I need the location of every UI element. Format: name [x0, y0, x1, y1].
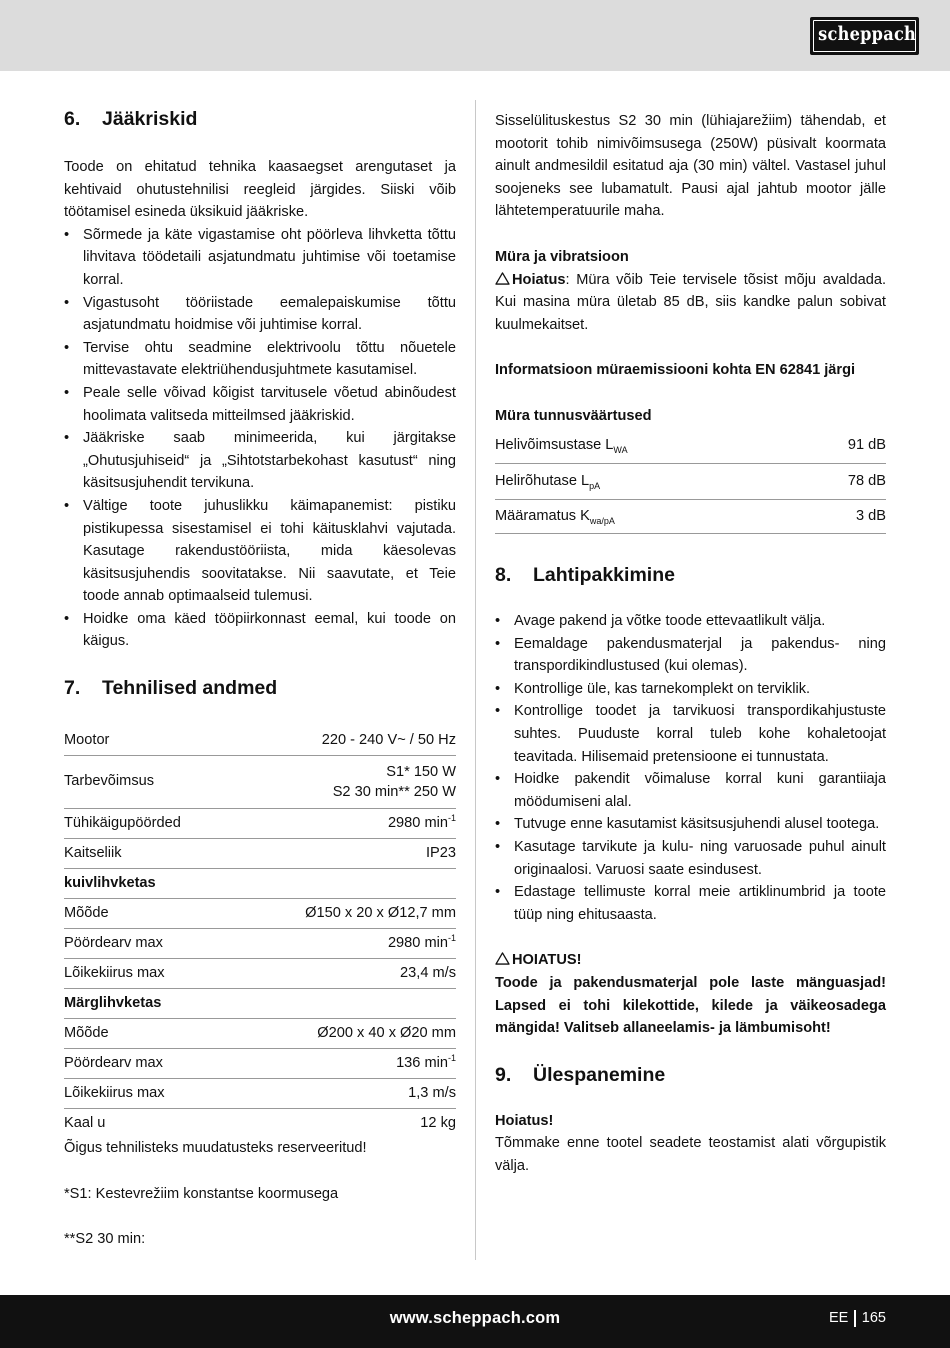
list-item: • Hoidke pakendit võimaluse korral kuni garantiiaja möödumiseni alal. — [495, 768, 886, 813]
row-value-exponent: -1 — [447, 1052, 456, 1063]
footer-separator — [854, 1310, 856, 1327]
noise-heading: Müra ja vibratsioon — [495, 248, 629, 265]
warning-triangle-icon — [495, 272, 510, 285]
table-row — [64, 988, 456, 1018]
list-item: • Eemaldage pakendusmaterjal ja pakendus- ning transpordikindlustused (kui olemas). — [495, 633, 886, 678]
table-row — [64, 1018, 456, 1048]
section-6-heading — [64, 106, 456, 132]
section-9-title: Ülespanemine — [533, 1063, 666, 1086]
unpacking-list — [495, 610, 886, 926]
section-6-number: 6. — [64, 108, 81, 130]
table-row — [64, 808, 456, 838]
section-7-heading — [64, 675, 456, 701]
noise-characteristics-heading: Müra tunnusväärtused — [495, 407, 652, 424]
header-band — [0, 0, 950, 71]
row-value: 136 min — [396, 1054, 448, 1071]
table-row — [64, 958, 456, 988]
noise-warning — [495, 269, 886, 337]
row-label: Lõikekiirus max — [64, 1078, 235, 1108]
footer-website-link[interactable]: www.scheppach.com — [389, 1309, 561, 1327]
table-row — [64, 755, 456, 808]
row-value-exponent: -1 — [447, 932, 456, 943]
residual-risks-list — [64, 224, 456, 653]
row-label: Tarbevõimsus — [64, 755, 235, 808]
noise-info-heading: Informatsioon müraemissiooni kohta EN 62841 järgi — [495, 362, 856, 379]
section-7-title: Tehnilised andmed — [102, 677, 278, 700]
logo-text: scheppach — [818, 23, 917, 45]
scheppach-logo — [810, 17, 919, 55]
packaging-warning-label: HOIATUS! — [512, 952, 582, 969]
table-row — [64, 1048, 456, 1078]
row-value: 1,3 m/s — [235, 1078, 456, 1108]
tech-data-table — [64, 725, 456, 1137]
warning-triangle-icon — [495, 952, 510, 965]
table-row — [64, 898, 456, 928]
noise-warning-text: : Müra võib Teie tervisele tõsist mõju avaldada. Kui masina müra ületab 85 dB, siis kandke palun sobivat kuulmekaitset. — [495, 271, 886, 333]
list-item: • Tutvuge enne kasutamist käsitsusjuhendi alusel tootega. — [495, 813, 886, 836]
table-row — [495, 428, 886, 464]
section-6-title: Jääkriskid — [102, 108, 198, 130]
tech-change-note: Õigus tehnilisteks muudatusteks reserveeritud! — [64, 1140, 367, 1157]
packaging-warning-title — [495, 949, 886, 972]
table-row — [64, 868, 456, 898]
section-9-heading — [495, 1062, 886, 1088]
row-label: Kaitseliik — [64, 838, 235, 868]
row-value-exponent: -1 — [447, 812, 456, 823]
row-value: 2980 min — [387, 934, 448, 951]
list-item: • Kontrollige toodet ja tarvikuosi transpordikahjustuste suhtes. Puuduste korral tuleb kohe kohaletoojat teavitada. Hilisemaid pretensioone ei tunnustata. — [495, 700, 886, 768]
row-value: Ø150 x 20 x Ø12,7 mm — [235, 898, 456, 928]
list-item: • Avage pakend ja võtke toode ettevaatlikult välja. — [495, 610, 886, 633]
table-subheading: Märglihvketas — [64, 988, 456, 1018]
row-label: Kaal u — [64, 1114, 106, 1131]
row-value: 220 - 240 V~ / 50 Hz — [235, 725, 456, 755]
row-label: Mõõde — [64, 1018, 235, 1048]
row-label-subscript: WA — [613, 444, 628, 455]
section-6-intro: Toode on ehitatud tehnika kaasaegset arengutaset ja kehtivaid ohutustehnilisi reegleid järgides. Siiski võib töötamisel esineda üksikuid jääkriske. — [64, 159, 456, 221]
setup-warning-title: Hoiatus! — [495, 1112, 554, 1129]
left-column — [64, 100, 456, 1251]
row-value: 78 dB — [799, 464, 886, 500]
section-8-title: Lahtipakkimine — [533, 564, 675, 587]
packaging-warning-text: Toode ja pakendusmaterjal pole laste mänguasjad! Lapsed ei tohi kilekottide, kilede ja väikeosadega mängida! Valitseb allaneelamis- ja lämbumisoht! — [495, 974, 886, 1037]
list-item: • Kontrollige üle, kas tarnekomplekt on terviklik. — [495, 678, 886, 701]
right-column — [495, 100, 886, 1178]
row-value: 12 kg — [420, 1114, 456, 1131]
footnote-s2: **S2 30 min: — [64, 1231, 146, 1248]
row-label: Mootor — [64, 725, 235, 755]
footer-page-number: 165 — [861, 1310, 886, 1326]
list-item: • Hoidke oma käed tööpiirkonnast eemal, kui toode on käigus. — [64, 608, 456, 653]
row-label: Pöördearv max — [64, 1048, 235, 1078]
section-9-number: 9. — [495, 1063, 512, 1086]
noise-table — [495, 428, 886, 535]
list-item: • Edastage tellimuste korral meie artiklinumbrid ja toote tüüp ning ehitusaasta. — [495, 881, 886, 926]
list-item: • Vigastusoht tööriistade eemalepaiskumise tõttu asjatundmatu hoidmise või juhtimise korral. — [64, 292, 456, 337]
noise-warning-label: Hoiatus — [512, 271, 566, 288]
row-label: Tühikäigupöörded — [64, 808, 235, 838]
list-item: • Sõrmede ja käte vigastamise oht pöörleva lihvketta tõttu lihvitava töödetaili asjatundmatu juhtimise või toetamise korral. — [64, 224, 456, 292]
row-label-subscript: wa/pA — [589, 516, 615, 527]
footer-page-info — [829, 1306, 886, 1330]
list-item: • Peale selle võivad kõigist tarvitusele võetud abinõudest hoolimata valitseda mitteilmsed jääkriskid. — [64, 382, 456, 427]
row-value: IP23 — [235, 838, 456, 868]
table-row — [64, 1108, 456, 1137]
section-8-heading — [495, 562, 886, 588]
table-row — [64, 838, 456, 868]
section-7-number: 7. — [64, 677, 81, 700]
row-value: 2980 min — [387, 814, 448, 831]
row-label: Pöördearv max — [64, 928, 235, 958]
row-label: Määramatus K — [495, 508, 590, 525]
row-value: Ø200 x 40 x Ø20 mm — [235, 1018, 456, 1048]
list-item: • Kasutage tarvikute ja kulu- ning varuosade puhul ainult originaalosi. Varuosi saate esindusest. — [495, 836, 886, 881]
row-value: S1* 150 W — [386, 763, 456, 780]
list-item: • Tervise ohtu seadmine elektrivoolu tõttu nõuetele mittevastavate elektriühendusjuhtmete kasutamisel. — [64, 337, 456, 382]
table-row — [64, 1078, 456, 1108]
row-label: Helivõimsustase L — [495, 436, 614, 453]
row-value: S2 30 min** 250 W — [332, 783, 456, 800]
table-row — [64, 928, 456, 958]
row-value: 91 dB — [799, 428, 886, 464]
row-value: 3 dB — [799, 500, 886, 534]
column-divider — [475, 100, 476, 1260]
list-item: • Jääkriske saab minimeerida, kui järgitakse „Ohutusjuhiseid“ ja „Sihtotstarbekohast kasutust“ ning käsitsusjuhendit tervikuna. — [64, 427, 456, 495]
row-label: Lõikekiirus max — [64, 958, 235, 988]
table-subheading: kuivlihvketas — [64, 868, 456, 898]
footer-language: EE — [828, 1310, 849, 1326]
row-label: Helirõhutase L — [495, 473, 590, 490]
footnote-s1: *S1: Kestevrežiim konstantse koormusega — [64, 1185, 339, 1202]
section-8-number: 8. — [495, 564, 512, 587]
list-item: • Vältige toote juhuslikku käimapanemist: pistiku pistikupessa sisestamisel ei tohi käitusklahvi vajutada. Kasutage rakendustööriista, mida käesolevas käsitsusjuhendis soovitatakse. Nii saavutate, et Teie toode annab optimaalseid tulemusi. — [64, 495, 456, 608]
row-label: Mõõde — [64, 898, 235, 928]
row-label-subscript: pA — [589, 481, 601, 492]
s2-explanation: Sisselülituskestus S2 30 min (lühiajarežiim) tähendab, et mootorit tohib nimivõimsusega (250W) püsivalt koormata ainult andmesildil esitatud aja (30 min) vältel. Vastasel juhul soojeneks see lubamatult. Pausi ajal jahtub mootor jälle lähtetemperatuurile maha. — [495, 113, 886, 220]
row-value: 23,4 m/s — [235, 958, 456, 988]
table-row — [495, 500, 886, 534]
table-row — [495, 464, 886, 500]
table-row — [64, 725, 456, 755]
setup-warning-text: Tõmmake enne tootel seadete teostamist alati võrgupistik välja. — [495, 1135, 886, 1174]
